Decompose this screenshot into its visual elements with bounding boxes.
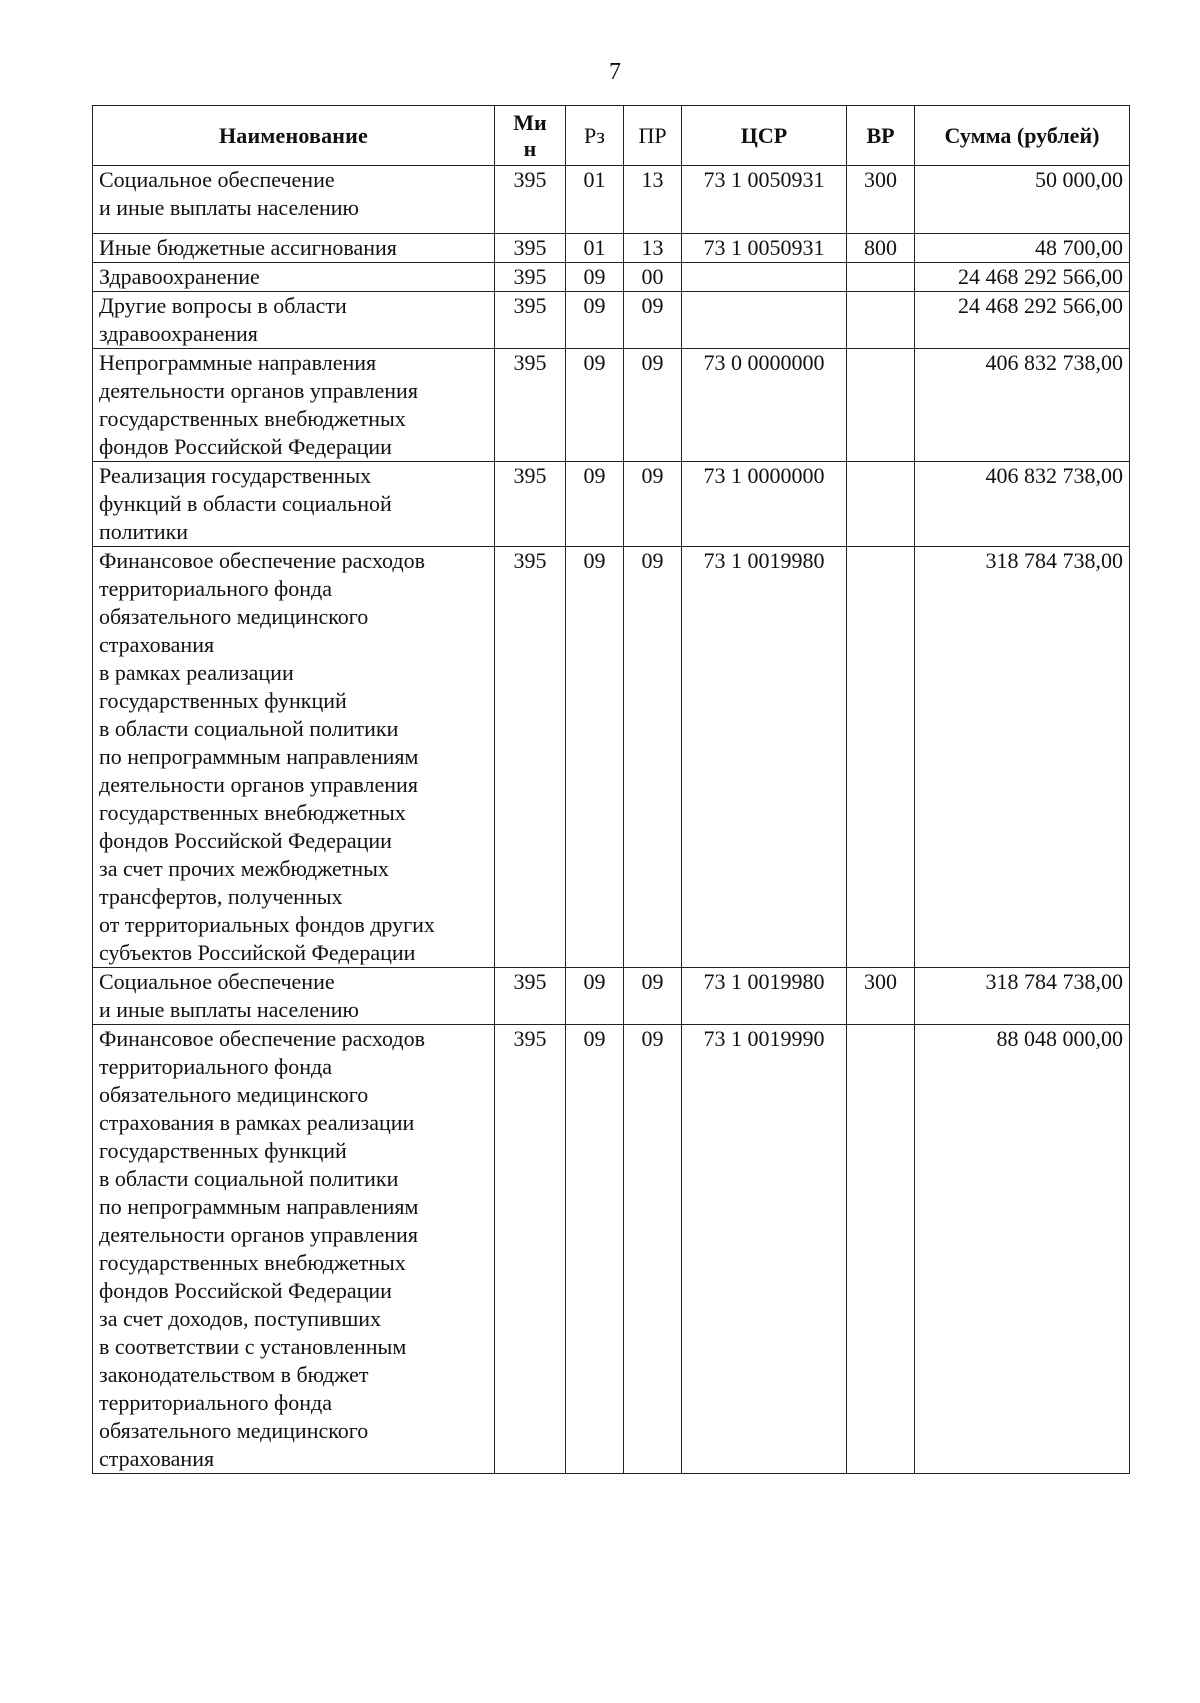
header-rz: Рз <box>566 106 624 166</box>
header-name: Наименование <box>93 106 495 166</box>
table-row <box>93 263 1130 292</box>
row-min: 395 <box>495 968 566 1025</box>
row-pr: 09 <box>624 292 682 349</box>
row-vr: 800 <box>847 234 915 263</box>
budget-table <box>92 105 1130 1474</box>
row-rz: 09 <box>566 968 624 1025</box>
row-csr: 73 1 0019980 <box>682 968 847 1025</box>
row-min: 395 <box>495 547 566 968</box>
row-name: Здравоохранение <box>93 263 495 292</box>
row-min: 395 <box>495 166 566 234</box>
row-pr: 13 <box>624 166 682 234</box>
row-name: Социальное обеспечение и иные выплаты населению <box>93 166 495 234</box>
row-csr: 73 1 0019990 <box>682 1025 847 1474</box>
row-rz: 09 <box>566 349 624 462</box>
header-vr: ВР <box>847 106 915 166</box>
row-sum: 318 784 738,00 <box>915 968 1130 1025</box>
row-pr: 00 <box>624 263 682 292</box>
row-name: Социальное обеспечение и иные выплаты населению <box>93 968 495 1025</box>
row-rz: 01 <box>566 234 624 263</box>
table-row <box>93 166 1130 234</box>
row-vr: 300 <box>847 166 915 234</box>
row-vr <box>847 1025 915 1474</box>
row-vr: 300 <box>847 968 915 1025</box>
row-csr: 73 1 0019980 <box>682 547 847 968</box>
page-number: 7 <box>609 59 621 85</box>
row-pr: 13 <box>624 234 682 263</box>
row-vr <box>847 462 915 547</box>
row-name: Другие вопросы в области здравоохранения <box>93 292 495 349</box>
row-sum: 406 832 738,00 <box>915 462 1130 547</box>
row-sum: 24 468 292 566,00 <box>915 292 1130 349</box>
row-name: Финансовое обеспечение расходов территориального фонда обязательного медицинского страхования в рамках реализации государственных функций в области социальной политики по непрограммным направлениям деятельности органов управления государственных внебюджетных фондов Российской Федерации за счет доходов, поступивших в соответствии с установленным законодательством в бюджет территориального фонда обязательного медицинского страхования <box>93 1025 495 1474</box>
row-rz: 09 <box>566 547 624 968</box>
row-vr <box>847 292 915 349</box>
table-row <box>93 547 1130 968</box>
row-sum: 88 048 000,00 <box>915 1025 1130 1474</box>
row-min: 395 <box>495 1025 566 1474</box>
row-name: Непрограммные направления деятельности органов управления государственных внебюджетных фондов Российской Федерации <box>93 349 495 462</box>
table-row <box>93 349 1130 462</box>
row-rz: 09 <box>566 263 624 292</box>
header-pr: ПР <box>624 106 682 166</box>
table-header-row <box>93 106 1130 166</box>
row-pr: 09 <box>624 1025 682 1474</box>
row-sum: 318 784 738,00 <box>915 547 1130 968</box>
row-name: Иные бюджетные ассигнования <box>93 234 495 263</box>
table-row <box>93 292 1130 349</box>
row-pr: 09 <box>624 968 682 1025</box>
row-rz: 09 <box>566 292 624 349</box>
row-csr: 73 1 0050931 <box>682 234 847 263</box>
row-vr <box>847 349 915 462</box>
row-sum: 48 700,00 <box>915 234 1130 263</box>
table-row <box>93 968 1130 1025</box>
table-row <box>93 1025 1130 1474</box>
row-vr <box>847 263 915 292</box>
row-csr: 73 1 0050931 <box>682 166 847 234</box>
table-row <box>93 234 1130 263</box>
row-csr: 73 0 0000000 <box>682 349 847 462</box>
row-min: 395 <box>495 292 566 349</box>
row-pr: 09 <box>624 547 682 968</box>
row-vr <box>847 547 915 968</box>
row-name: Реализация государственных функций в области социальной политики <box>93 462 495 547</box>
row-csr <box>682 292 847 349</box>
row-rz: 09 <box>566 462 624 547</box>
row-name: Финансовое обеспечение расходов территориального фонда обязательного медицинского страхования в рамках реализации государственных функций в области социальной политики по непрограммным направлениям деятельности органов управления государственных внебюджетных фондов Российской Федерации за счет прочих межбюджетных трансфертов, полученных от территориальных фондов других субъектов Российской Федерации <box>93 547 495 968</box>
row-min: 395 <box>495 349 566 462</box>
row-sum: 24 468 292 566,00 <box>915 263 1130 292</box>
row-min: 395 <box>495 263 566 292</box>
row-min: 395 <box>495 462 566 547</box>
table-row <box>93 462 1130 547</box>
row-rz: 09 <box>566 1025 624 1474</box>
header-csr: ЦСР <box>682 106 847 166</box>
row-sum: 406 832 738,00 <box>915 349 1130 462</box>
row-sum: 50 000,00 <box>915 166 1130 234</box>
header-min: Ми н <box>495 106 566 166</box>
row-csr: 73 1 0000000 <box>682 462 847 547</box>
row-pr: 09 <box>624 462 682 547</box>
row-pr: 09 <box>624 349 682 462</box>
row-min: 395 <box>495 234 566 263</box>
row-csr <box>682 263 847 292</box>
header-sum: Сумма (рублей) <box>915 106 1130 166</box>
row-rz: 01 <box>566 166 624 234</box>
